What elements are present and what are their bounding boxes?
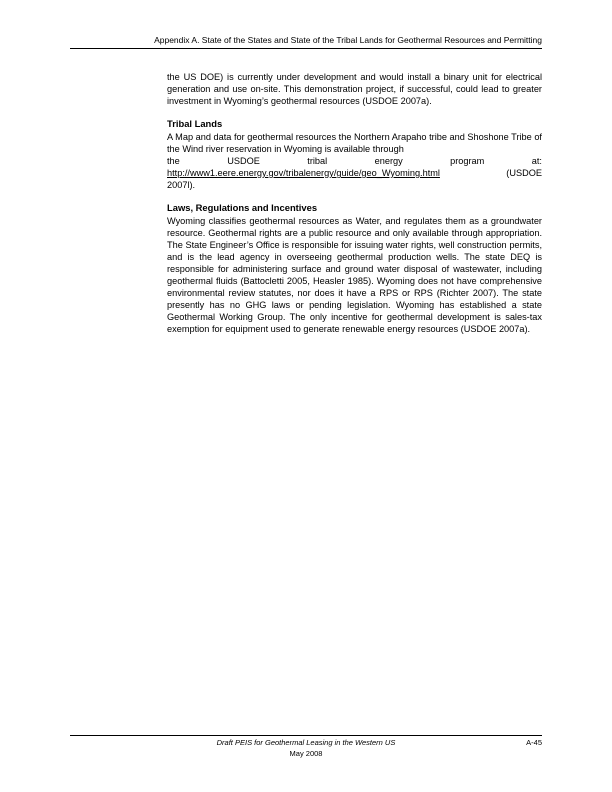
footer-date: May 2008 <box>289 749 323 758</box>
footer-rule <box>70 735 542 736</box>
header-rule <box>70 48 542 49</box>
word: the <box>167 156 180 166</box>
citation-open: (USDOE <box>506 168 542 178</box>
tribal-lands-heading: Tribal Lands <box>167 118 223 129</box>
page-number: A-45 <box>526 738 542 747</box>
word: tribal <box>307 156 328 166</box>
citation-close: 2007l). <box>167 180 196 190</box>
laws-paragraph: Wyoming classifies geothermal resources as Water, and regulates them as a groundwater resource. Geothermal rights are a public resource and only available through appropriation. The State Engineer’s Office is responsible for issuing water rights, well construction permits, and is the lead agency in overseeing geothermal production wells. The state DEQ is responsible for administering surface and ground water disposal of wastewater, including geothermal fluids (Battocletti 2005, Heasler 1985). Wyoming does not have comprehensive environmental review statutes, nor does it have a RPS or RPS (Richter 2007). The state presently has no GHG laws or pending legislation. Wyoming has established a state Geothermal Working Group. The only incentive for geothermal development is sales-tax exemption for equipment used to generate renewable energy resources (USDOE 2007a). <box>167 216 542 334</box>
word: USDOE <box>227 156 260 166</box>
footer-title: Draft PEIS for Geothermal Leasing in the Western US <box>216 738 396 747</box>
intro-paragraph: the US DOE) is currently under development and would install a binary unit for electrical generation and use on-site. This demonstration project, if successful, could lead to greater investment in Wyoming’s geothermal resources (USDOE 2007a). <box>167 72 542 106</box>
page-header: Appendix A. State of the States and State of the Tribal Lands for Geothermal Resources and Permitting <box>154 35 542 45</box>
word: program <box>450 156 485 166</box>
laws-heading: Laws, Regulations and Incentives <box>167 202 318 213</box>
word: at: <box>531 156 542 166</box>
body-text <box>167 71 542 335</box>
word: energy <box>374 156 403 166</box>
tribal-energy-link[interactable]: http://www1.eere.energy.gov/tribalenergy/guide/geo_Wyoming.html <box>167 168 440 178</box>
tribal-lands-paragraph: A Map and data for geothermal resources the Northern Arapaho tribe and Shoshone Tribe of the Wind river reservation in Wyoming is available through <box>167 132 542 154</box>
tribal-lands-justified-line <box>167 155 542 167</box>
tribal-lands-link-line <box>167 167 542 179</box>
